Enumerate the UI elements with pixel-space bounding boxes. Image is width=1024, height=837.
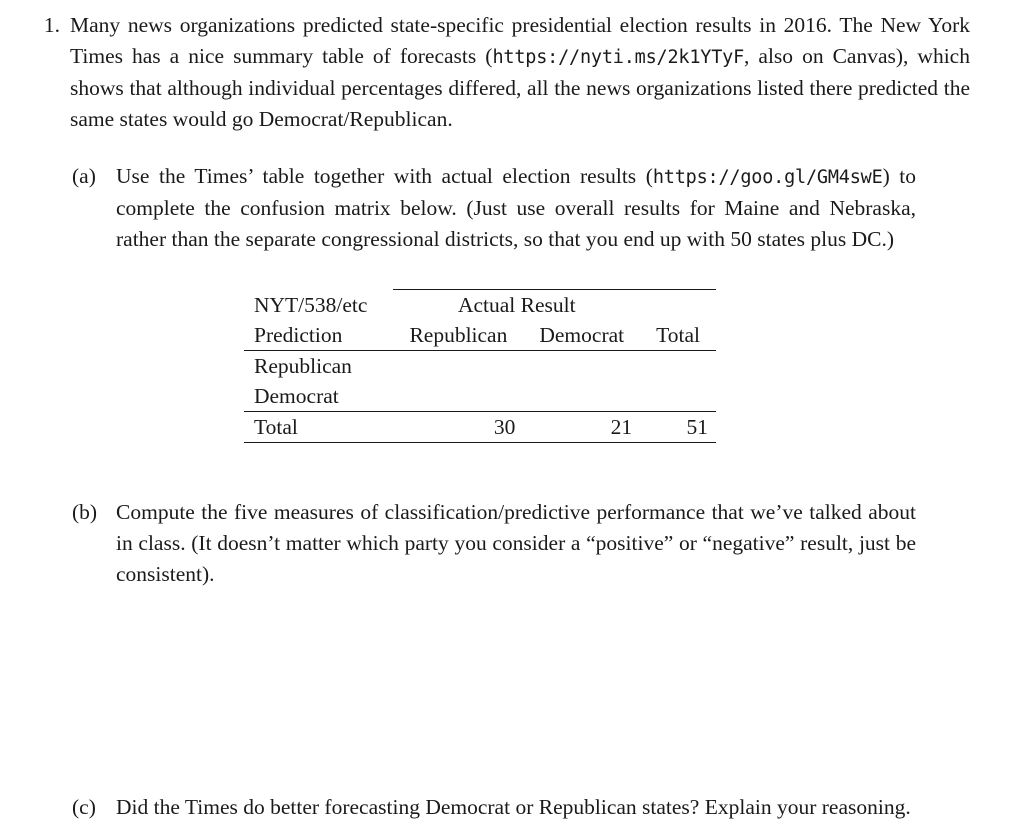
part-b-label: (b) <box>72 500 98 524</box>
statement-text-before-link: Many news organizations predicted state-specific presidential election results in 2016. The New York Times has a nice summary table of forecasts ( <box>70 13 970 68</box>
column-header-republican: Republican <box>393 320 523 351</box>
corner-label-line1: NYT/538/etc <box>253 292 368 317</box>
part-a-text-after-link: ) to complete the confusion matrix below. (Just use overall results for Maine and Nebraska, rather than the separate congressional districts, so that you end up with 50 states plus DC.) <box>116 164 916 251</box>
group-header-spacer <box>640 290 716 321</box>
cell-rep-dem[interactable] <box>523 351 640 382</box>
part-a-body <box>116 161 916 255</box>
confusion-matrix-wrap <box>36 289 984 443</box>
spacer-before-part-b <box>36 443 984 471</box>
table-header-row-2 <box>244 320 716 351</box>
part-a <box>36 161 984 255</box>
row-label-democrat: Democrat <box>253 384 339 408</box>
cell-dem-rep[interactable] <box>393 381 523 412</box>
problem-number: 1. <box>43 13 60 37</box>
part-c-text: Did the Times do better forecasting Democrat or Republican states? Explain your reasoning. <box>116 795 911 819</box>
part-c-label: (c) <box>72 795 96 819</box>
cell-rep-rep[interactable] <box>393 351 523 382</box>
nyt-link[interactable]: https://nyti.ms/2k1YTyF <box>492 47 745 68</box>
cell-dem-total[interactable] <box>640 381 716 412</box>
row-label-total: Total <box>244 412 393 443</box>
problem-statement <box>70 10 970 135</box>
cell-total-total: 51 <box>640 412 716 443</box>
table-total-row <box>244 412 716 443</box>
column-header-democrat: Democrat <box>523 320 640 351</box>
table-row <box>244 351 716 382</box>
part-b-body <box>116 497 916 590</box>
cell-dem-dem[interactable] <box>523 381 640 412</box>
column-header-total: Total <box>640 320 716 351</box>
statement-text-after-link: , also on Canvas), which shows that although individual percentages differed, all the news organizations listed there predicted the same states would go Democrat/Republican. <box>70 44 970 131</box>
part-b-text: Compute the five measures of classification/predictive performance that we’ve talked about in class. (It doesn’t matter which party you consider a “positive” or “negative” result, just be consistent). <box>116 500 916 586</box>
table-header-row-1 <box>244 290 716 321</box>
part-b <box>36 497 984 590</box>
part-a-text-before-link: Use the Times’ table together with actual election results ( <box>116 164 653 188</box>
results-link[interactable]: https://goo.gl/GM4swE <box>652 167 883 188</box>
part-a-text <box>116 161 916 255</box>
row-label-republican: Republican <box>253 354 352 378</box>
part-c <box>36 792 984 823</box>
confusion-matrix-table <box>244 289 716 443</box>
answer-space-part-b <box>36 590 984 766</box>
cell-total-rep: 30 <box>393 412 523 443</box>
cell-rep-total[interactable] <box>640 351 716 382</box>
corner-label-line2: Prediction <box>244 320 393 351</box>
part-c-body <box>116 792 916 823</box>
problem-statement-text <box>70 10 970 135</box>
problem-1 <box>36 10 984 135</box>
part-a-label: (a) <box>72 164 96 188</box>
cell-total-dem: 21 <box>523 412 640 443</box>
group-header-actual-result: Actual Result <box>393 290 640 321</box>
table-row <box>244 381 716 412</box>
